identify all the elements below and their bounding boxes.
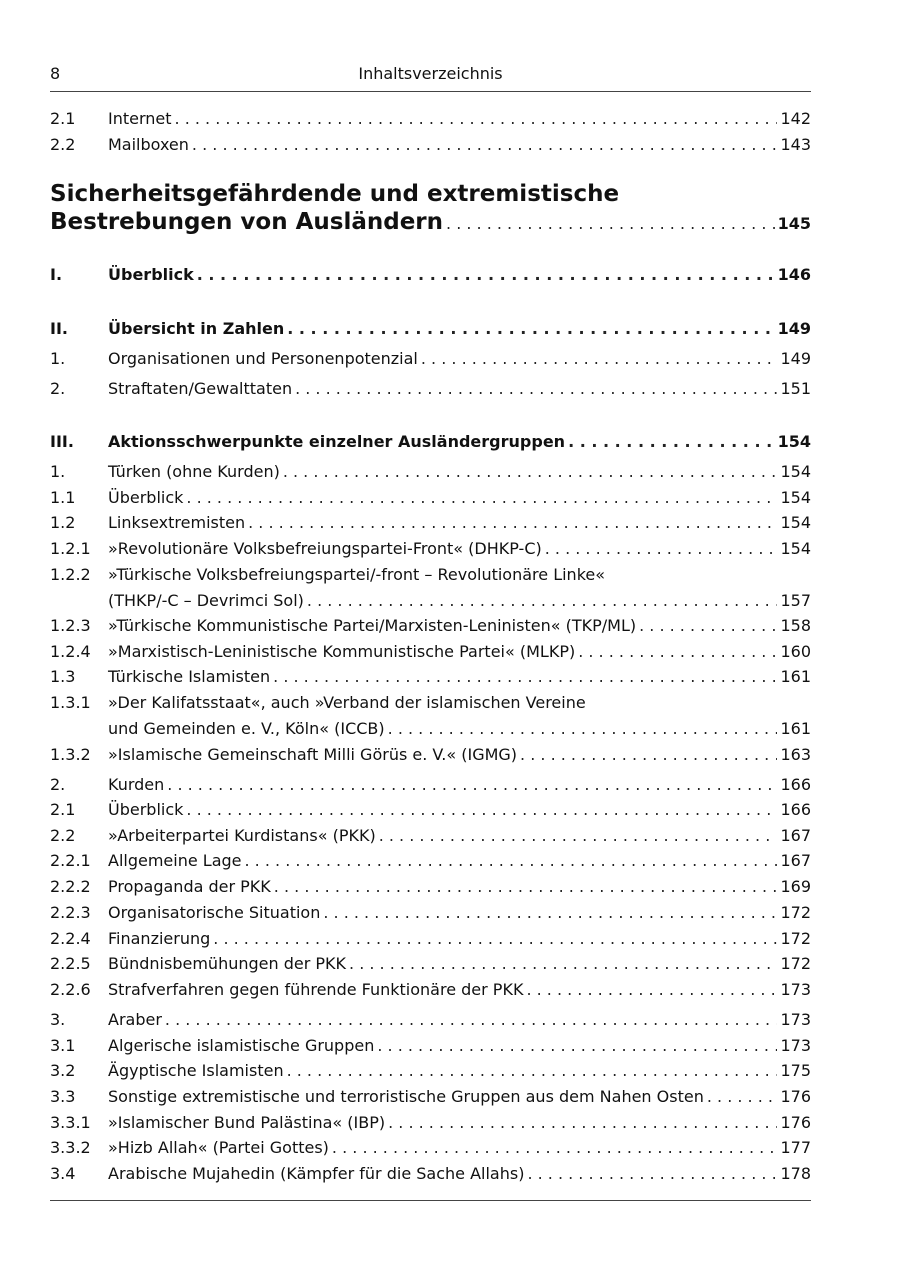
entry-page: 154 [780,513,811,532]
entry-label: Überblick [108,488,184,507]
toc-entry [50,774,811,796]
entry-label: »Hizb Allah« (Partei Gottes) [108,1138,329,1157]
entry-number: 2.1 [50,109,76,128]
entry-label: Türken (ohne Kurden) [108,462,280,481]
entry-number: 2.2.1 [50,851,91,870]
toc-entry [50,108,811,130]
entry-label: »Türkische Kommunistische Partei/Marxisten-Leninisten« (TKP/ML) [108,616,637,635]
entry-label: »Arbeiterpartei Kurdistans« (PKK) [108,826,376,845]
footer-rule [50,1200,811,1201]
toc-entry [50,1086,811,1108]
entry-label: Organisationen und Personenpotenzial [108,349,418,368]
header-rule [50,91,811,92]
entry-label: Araber [108,1010,162,1029]
entry-number: 3.3 [50,1087,76,1106]
entry-label: Kurden [108,775,165,794]
entry-page: 154 [780,488,811,507]
entry-page: 157 [780,591,811,610]
entry-number: 3.1 [50,1036,76,1055]
part-page: 145 [777,214,811,233]
entry-number: III. [50,432,74,451]
entry-number: 2.2 [50,826,76,845]
toc-section [50,264,811,286]
entry-number: 1. [50,349,66,368]
entry-number: 2.2.3 [50,903,91,922]
toc-entry [50,799,811,821]
toc-entry [50,744,811,766]
entry-page: 173 [780,1036,811,1055]
entry-label: Organisatorische Situation [108,903,321,922]
entry-label-line1: »Türkische Volksbefreiungspartei/-front – Revolutionäre Linke« [108,565,606,584]
toc-entry [50,1163,811,1185]
entry-number: 2.1 [50,800,76,819]
entry-number: 3.4 [50,1164,76,1183]
entry-page: 175 [780,1061,811,1080]
toc-entry [50,538,811,560]
entry-label: Finanzierung [108,929,211,948]
entry-number: 1.2 [50,513,76,532]
entry-label: Bündnisbemühungen der PKK [108,954,347,973]
entry-page: 173 [780,1010,811,1029]
entry-number: 2. [50,775,66,794]
entry-number: 1.2.4 [50,642,91,661]
page-number: 8 [50,64,61,83]
entry-page: 154 [780,539,811,558]
entry-page: 166 [780,775,811,794]
entry-label: Mailboxen [108,135,189,154]
entry-page: 167 [780,851,811,870]
entry-page: 160 [780,642,811,661]
toc-entry [50,876,811,898]
entry-label: Ägyptische Islamisten [108,1061,284,1080]
entry-label: Sonstige extremistische und terroristische Gruppen aus dem Nahen Osten [108,1087,704,1106]
entry-number: 2.2.2 [50,877,91,896]
toc-entry [50,461,811,483]
toc-entry [50,1137,811,1159]
toc-entry [50,692,811,740]
toc-entry [50,512,811,534]
entry-number: 3.3.2 [50,1138,91,1157]
entry-label: Aktionsschwerpunkte einzelner Ausländergruppen [108,432,566,451]
toc-entry [50,953,811,975]
entry-label: Arabische Mujahedin (Kämpfer für die Sache Allahs) [108,1164,525,1183]
toc-entry [50,564,811,612]
entry-page: 158 [780,616,811,635]
entry-number: 3. [50,1010,66,1029]
entry-label: »Islamische Gemeinschaft Milli Görüs e. V.« (IGMG) [108,745,518,764]
entry-label: Türkische Islamisten [108,667,271,686]
entry-page: 161 [780,667,811,686]
toc-entry [50,348,811,370]
header-title: Inhaltsverzeichnis [358,64,503,83]
entry-page: 163 [780,745,811,764]
toc-entry [50,615,811,637]
entry-label: und Gemeinden e. V., Köln« (ICCB) [108,719,385,738]
toc-page [50,0,811,1273]
toc-entry [50,1035,811,1057]
part-title-line2: Bestrebungen von Ausländern [50,209,444,235]
entry-label: Allgemeine Lage [108,851,242,870]
entry-page: 172 [780,929,811,948]
entry-label: Linksextremisten [108,513,246,532]
toc-entry [50,850,811,872]
page-header [50,64,811,90]
entry-page: 173 [780,980,811,999]
entry-page: 177 [780,1138,811,1157]
entry-page: 178 [780,1164,811,1183]
entry-page: 151 [780,379,811,398]
entry-page: 176 [780,1113,811,1132]
toc-section [50,431,811,453]
entry-number: 1.2.3 [50,616,91,635]
toc-entry [50,666,811,688]
entry-label: (THKP/-C – Devrimci Sol) [108,591,304,610]
entry-number: 3.3.1 [50,1113,91,1132]
entry-number: 1. [50,462,66,481]
entry-number: 1.2.1 [50,539,91,558]
entry-number: 1.3 [50,667,76,686]
entry-page: 172 [780,954,811,973]
entry-page: 166 [780,800,811,819]
entry-number: 3.2 [50,1061,76,1080]
entry-page: 154 [780,462,811,481]
entry-label: Algerische islamistische Gruppen [108,1036,375,1055]
entry-page: 142 [780,109,811,128]
entry-page: 161 [780,719,811,738]
entry-page: 143 [780,135,811,154]
toc-entry [50,902,811,924]
entry-page: 176 [780,1087,811,1106]
toc-entry [50,641,811,663]
toc-entry [50,979,811,1001]
entry-page: 154 [777,432,811,451]
entry-label: Überblick [108,800,184,819]
entry-page: 149 [780,349,811,368]
entry-page: 146 [777,265,811,284]
entry-label: »Marxistisch-Leninistische Kommunistische Partei« (MLKP) [108,642,576,661]
toc-entry [50,134,811,156]
entry-number: I. [50,265,63,284]
toc-entry [50,825,811,847]
entry-page: 172 [780,903,811,922]
entry-label: Propaganda der PKK [108,877,271,896]
toc-entry [50,378,811,400]
toc-entry [50,487,811,509]
entry-number: 1.3.1 [50,693,91,712]
entry-number: 1.3.2 [50,745,91,764]
entry-page: 169 [780,877,811,896]
entry-label: Überblick [108,265,194,284]
entry-label-line1: »Der Kalifatsstaat«, auch »Verband der islamischen Vereine [108,693,586,712]
toc-entry [50,1060,811,1082]
entry-number: 2.2 [50,135,76,154]
entry-number: 2.2.6 [50,980,91,999]
entry-label: Straftaten/Gewalttaten [108,379,293,398]
entry-label: Internet [108,109,172,128]
toc-entry [50,1009,811,1031]
entry-number: 2.2.5 [50,954,91,973]
entry-label: »Revolutionäre Volksbefreiungspartei-Front« (DHKP-C) [108,539,542,558]
entry-label: Strafverfahren gegen führende Funktionäre der PKK [108,980,524,999]
toc-section [50,318,811,340]
entry-number: 1.1 [50,488,76,507]
entry-page: 167 [780,826,811,845]
toc-entry [50,928,811,950]
toc-entry [50,1112,811,1134]
entry-number: 2.2.4 [50,929,91,948]
entry-number: 2. [50,379,66,398]
entry-number: II. [50,319,68,338]
entry-label: Übersicht in Zahlen [108,319,285,338]
part-title-line1: Sicherheitsgefährdende und extremistische [50,181,620,207]
entry-number: 1.2.2 [50,565,91,584]
entry-label: »Islamischer Bund Palästina« (IBP) [108,1113,386,1132]
entry-page: 149 [777,319,811,338]
